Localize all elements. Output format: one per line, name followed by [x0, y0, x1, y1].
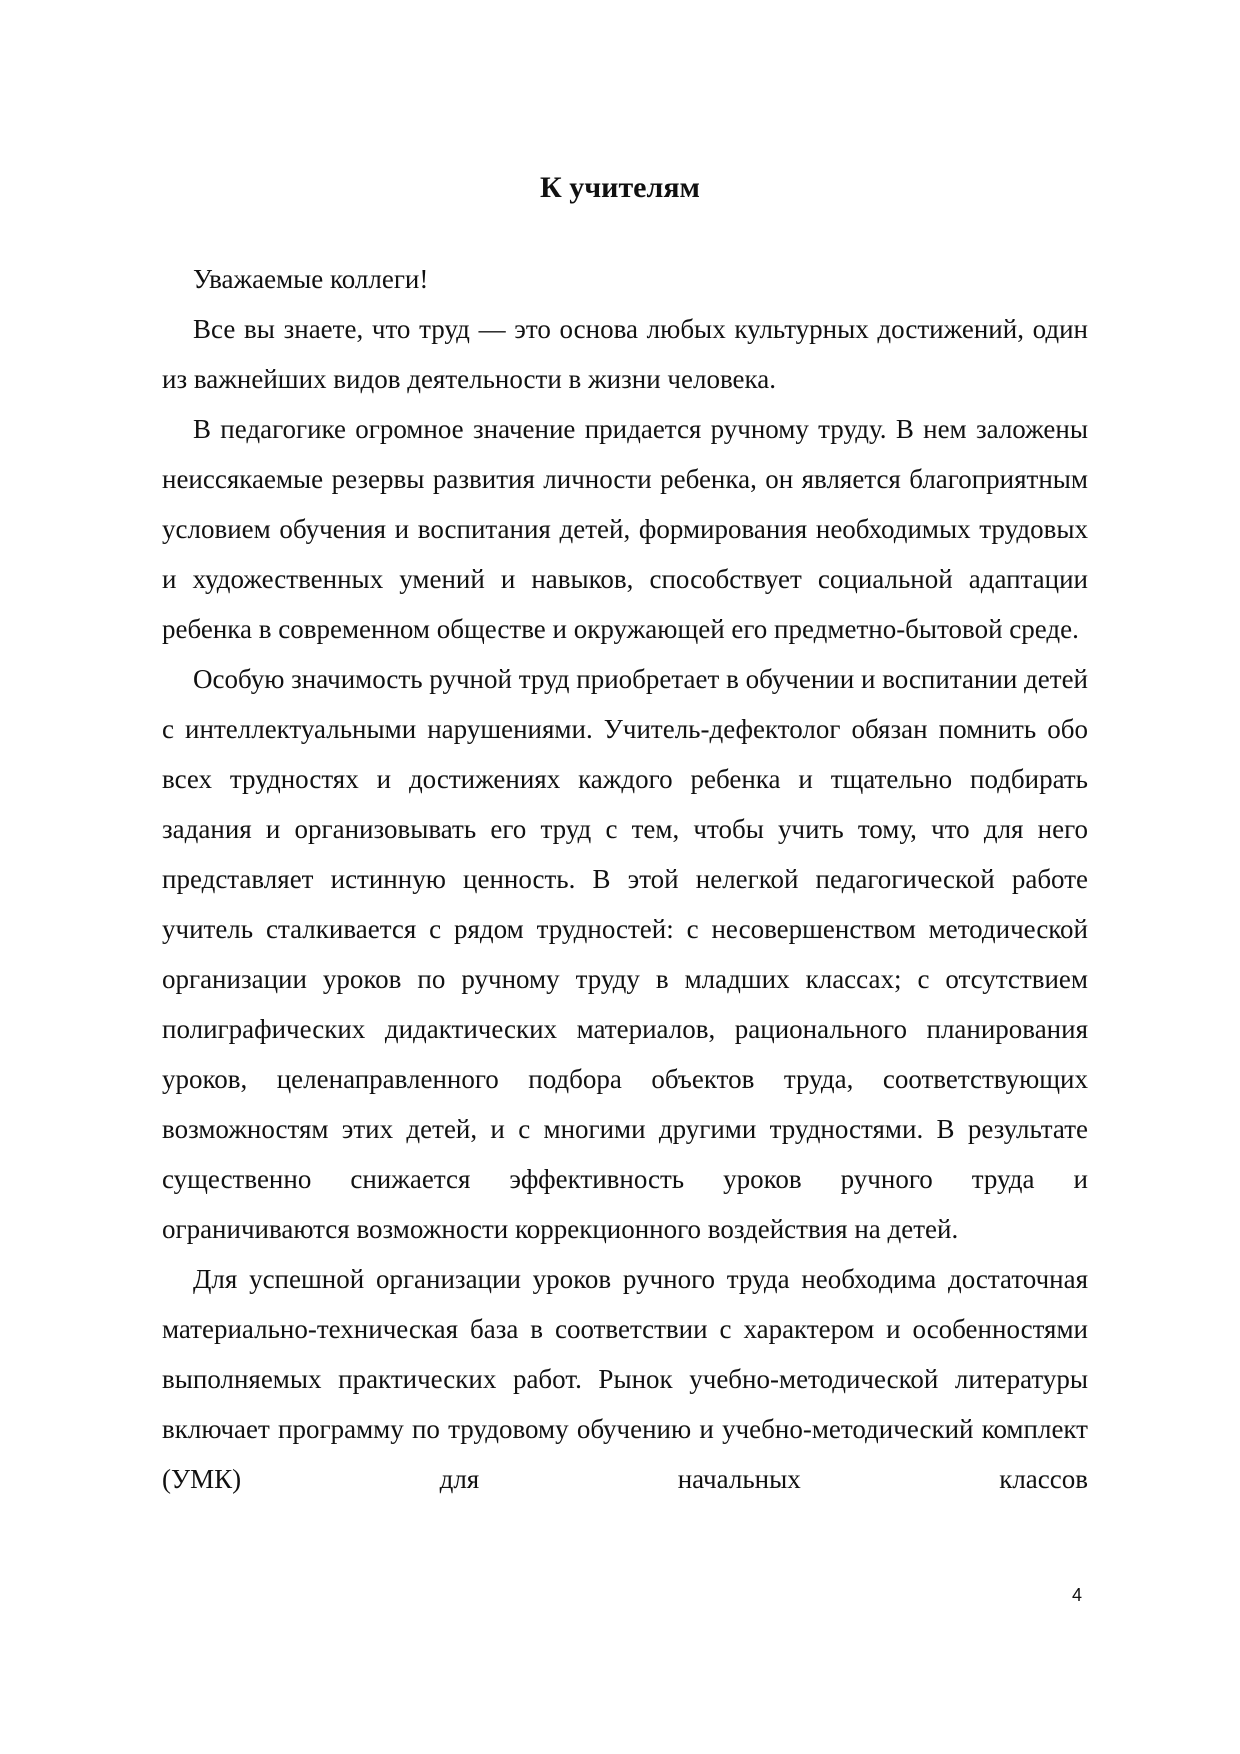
paragraph-significance: Особую значимость ручной труд приобретает в обучении и воспитании детей с интеллектуальными нарушениями. Учитель-дефектолог обязан помнить обо всех трудностях и достижениях каждого ребенка и тщательно подбирать задания и организовывать его труд с тем, чтобы учить тому, что для него представляет истинную ценность. В этой нелегкой педагогической работе учитель сталкивается с рядом трудностей: с несовершенством методической организации уроков по ручному труду в младших классах; с отсутствием полиграфических дидактических материалов, рационального планирования уроков, целенаправленного подбора объектов труда, соответствующих возможностям этих детей, и с многими другими трудностями. В результате существенно снижается эффективность уроков ручного труда и ограничиваются возможности коррекционного воздействия на детей. [162, 664, 1088, 1244]
page-number: 4 [1072, 1585, 1083, 1605]
body-text [162, 254, 1088, 1504]
paragraph-labor-basis: Все вы знаете, что труд — это основа любых культурных достижений, один из важнейших видов деятельности в жизни человека. [162, 314, 1088, 394]
paragraph-pedagogy: В педагогике огромное значение придается ручному труду. В нем заложены неиссякаемые резервы развития личности ребенка, он является благоприятным условием обучения и воспитания детей, формирования необходимых трудовых и художественных умений и навыков, способствует социальной адаптации ребенка в современном обществе и окружающей его предметно-бытовой среде. [162, 414, 1088, 644]
paragraph-greeting: Уважаемые коллеги! [193, 264, 429, 294]
paragraph-organization: Для успешной организации уроков ручного труда необходима достаточная материально-техническая база в соответствии с характером и особенностями выполняемых практических работ. Рынок учебно-методической литературы включает программу по трудовому обучению и учебно-методический комплект (УМК) для начальных классов [162, 1264, 1088, 1494]
page-title: К учителям [539, 171, 700, 204]
